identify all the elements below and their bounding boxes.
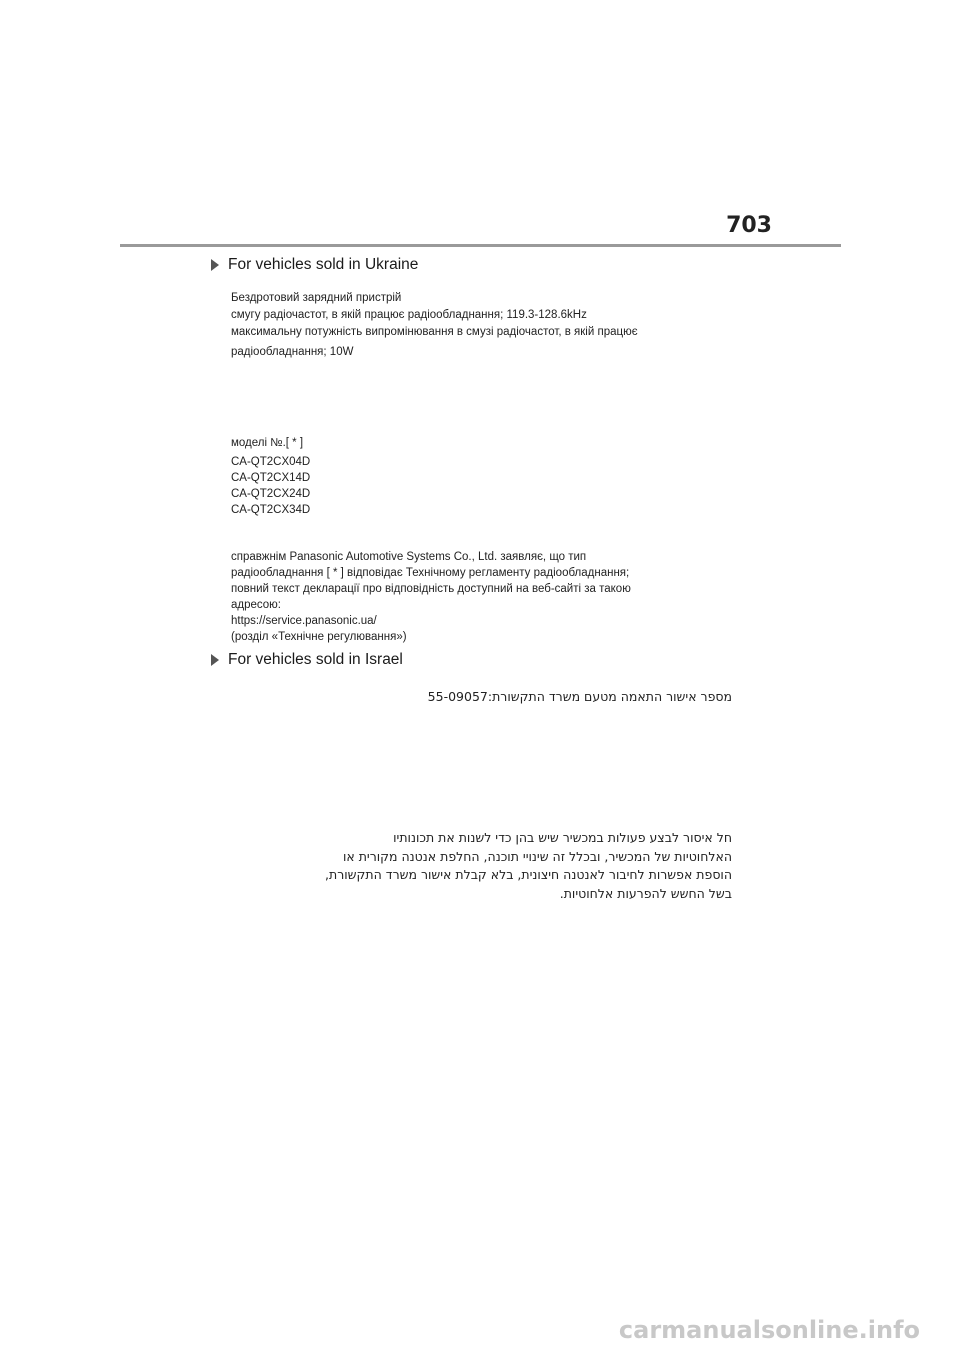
ukraine-model-list (231, 435, 310, 518)
notice-line: חל איסור לבצע פעולות במכשיר שיש בהן כדי לשנות את תכונותיו (393, 830, 732, 845)
declaration-line: повний текст декларації про відповідність доступний на веб-сайті за такою (231, 583, 631, 595)
notice-line: בשל החשש להפרעות אלחוטיות. (559, 885, 732, 901)
ukraine-heading-text: For vehicles sold in Ukraine (228, 256, 419, 273)
israel-approval (428, 688, 732, 706)
radio-spec-line: смугу радіочастот, в якій працює радіообладнання; 119.3-128.6kHz (231, 309, 587, 321)
radio-spec-line: радіообладнання; 10W (231, 346, 354, 358)
triangle-bullet-icon (211, 654, 219, 666)
declaration-line: справжнім Panasonic Automotive Systems Co., Ltd. заявляє, що тип (231, 551, 587, 563)
model-number: CA-QT2CX14D (231, 472, 311, 484)
israel-section-heading (211, 651, 403, 669)
approval-line: מספר אישור התאמה מטעם משרד התקשורת:55-09057 (427, 689, 732, 704)
header-rule (120, 244, 841, 247)
page-number: 703 (726, 213, 772, 238)
declaration-line: радіообладнання [ * ] відповідає Технічному регламенту радіообладнання; (231, 567, 630, 579)
radio-spec-line: Бездротовий зарядний пристрій (231, 292, 402, 304)
declaration-url: https://service.panasonic.ua/ (231, 615, 377, 627)
declaration-line: (розділ «Технічне регулювання») (231, 631, 407, 643)
ukraine-section-heading (211, 256, 418, 274)
model-number: CA-QT2CX34D (231, 504, 311, 516)
ukraine-radio-specs (231, 290, 638, 361)
ukraine-declaration (231, 549, 631, 645)
radio-spec-line: максимальну потужність випромінювання в смузі радіочастот, в якій працює (231, 326, 638, 338)
israel-heading-text: For vehicles sold in Israel (228, 651, 403, 668)
israel-notice (325, 829, 732, 903)
watermark: carmanualsonline.info (618, 1316, 920, 1344)
model-number: CA-QT2CX04D (231, 456, 311, 468)
declaration-line: адресою: (231, 599, 281, 611)
notice-line: הוספת אפשרות לחיבור לאנטנה חיצונית, בלא קבלת אישור משרד התקשורת, (325, 867, 732, 882)
model-label: моделі №.[ * ] (231, 437, 304, 449)
notice-line: האלחוטיות של המכשיר, ובכלל זה שינויי תוכנה, החלפת אנטנה מקורית או (342, 848, 732, 864)
model-number: CA-QT2CX24D (231, 488, 311, 500)
triangle-bullet-icon (211, 259, 219, 271)
